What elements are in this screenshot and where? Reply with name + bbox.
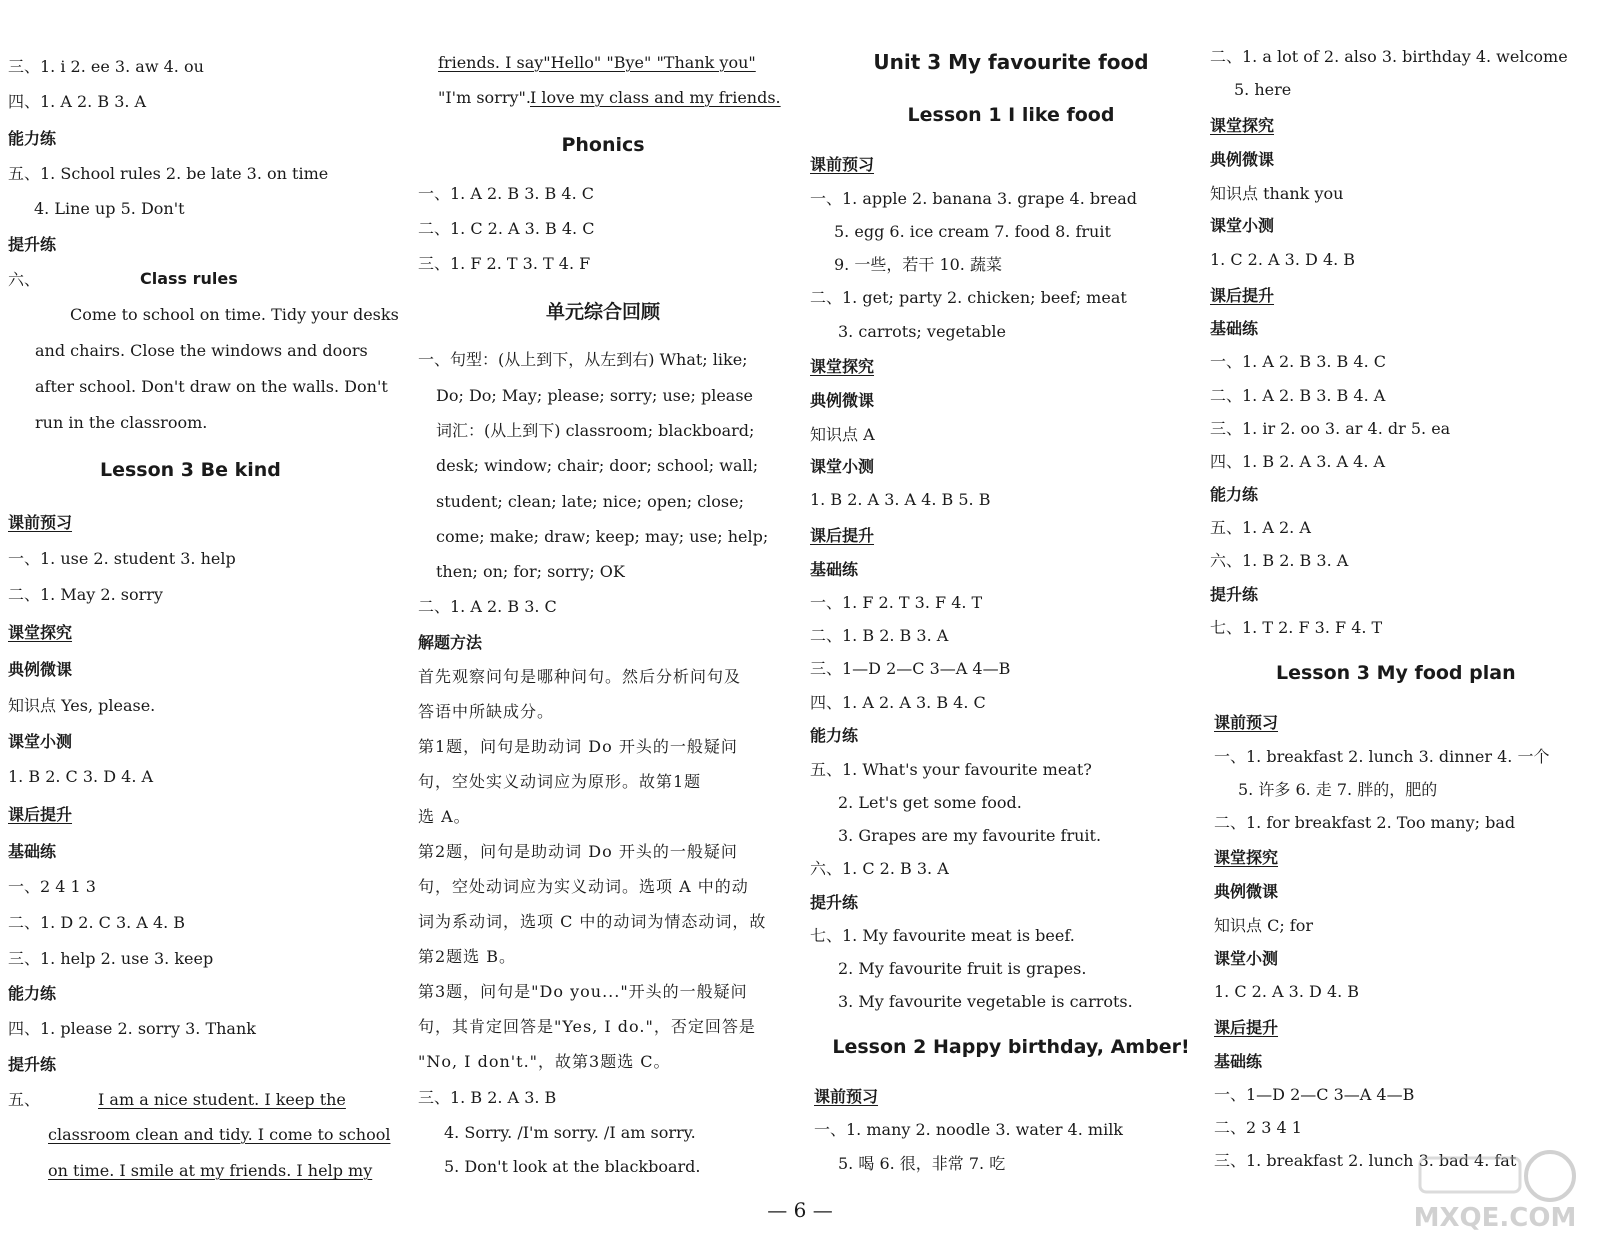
section-label: 课堂小测 [1210,216,1275,235]
section-label: 课堂小测 [8,732,73,751]
section-label: 基础练 [8,842,57,861]
answer-line: 1. C 2. A 3. D 4. B [1210,250,1356,269]
passage-line: "I'm sorry". [438,88,531,107]
answer-line: 二、1. A 2. B 3. B 4. A [1210,386,1386,405]
passage-title: Class rules [140,269,238,288]
explanation-line: 词为系动词，选项 C 中的动词为情态动词，故 [418,912,767,931]
answer-line: 一、1. apple 2. banana 3. grape 4. bread [810,189,1138,208]
answer-line: 4. Sorry. /I'm sorry. /I am sorry. [444,1123,696,1142]
answer-line: 一、1. use 2. student 3. help [8,549,236,568]
passage-line: Come to school on time. Tidy your desks [70,305,399,324]
answer-line: 2. My favourite fruit is grapes. [838,959,1087,978]
answer-line: 六、1. C 2. B 3. A [810,859,949,878]
explanation-line: 第2题选 B。 [418,947,517,966]
section-label: 典例微课 [8,660,73,679]
section-heading: 单元综合回顾 [545,301,660,323]
answer-line: 五、1. School rules 2. be late 3. on time [8,164,329,183]
answer-line: 一、1. breakfast 2. lunch 3. dinner 4. 一个 [1214,747,1550,766]
section-label: 课前预习 [810,155,875,174]
section-label: 课后提升 [1214,1018,1279,1037]
page-number: — 6 — [767,1198,833,1222]
answer-line: 二、1. C 2. A 3. B 4. C [418,219,595,238]
answer-line: 3. Grapes are my favourite fruit. [838,826,1102,845]
passage-line: and chairs. Close the windows and doors [35,341,368,360]
passage-line: I am a nice student. I keep the [98,1090,346,1109]
answer-line: 三、1. breakfast 2. lunch 3. bad 4. fat [1214,1151,1517,1170]
explanation-line: 第1题，问句是助动词 Do 开头的一般疑问 [418,737,738,756]
answer-line: 一、1. A 2. B 3. B 4. C [1210,352,1386,371]
answer-line: 二、2 3 4 1 [1214,1118,1302,1137]
answer-line: 二、1. D 2. C 3. A 4. B [8,913,186,932]
explanation-line: "No, I don't."，故第3题选 C。 [418,1052,671,1071]
section-label: 课堂小测 [810,457,875,476]
answer-line: 七、1. T 2. F 3. F 4. T [1210,618,1383,637]
section-label: 课堂探究 [810,357,875,376]
answer-line: 知识点 Yes, please. [8,696,156,715]
answer-line: come; make; draw; keep; may; use; help; [436,527,769,546]
answer-line: 三、1. i 2. ee 3. aw 4. ou [8,57,204,76]
section-label: 典例微课 [1210,150,1275,169]
section-label: 能力练 [8,129,57,148]
explanation-line: 句，空处实义动词应为原形。故第1题 [418,772,702,791]
section-label: 提升练 [8,235,57,254]
section-label: 基础练 [1214,1052,1263,1071]
section-label: 课堂探究 [1214,848,1279,867]
answer-line: 一、1. F 2. T 3. F 4. T [810,593,983,612]
answer-line: 六、1. B 2. B 3. A [1210,551,1349,570]
section-label: 基础练 [1210,319,1259,338]
section-label: 典例微课 [810,391,875,410]
lesson-heading: Lesson 2 Happy birthday, Amber! [832,1036,1190,1058]
section-label: 课后提升 [8,805,73,824]
answer-line: 3. My favourite vegetable is carrots. [838,992,1133,1011]
section-label: 典例微课 [1214,882,1279,901]
section-label: 课前预习 [814,1087,879,1106]
answer-line: 二、1. A 2. B 3. C [418,597,557,616]
answer-line: 四、1. B 2. A 3. A 4. A [1210,452,1386,471]
section-label: 课堂探究 [1210,116,1275,135]
section-label: 提升练 [1210,585,1259,604]
answer-line: 四、1. A 2. B 3. A [8,92,147,111]
answer-line: 二、1. a lot of 2. also 3. birthday 4. welcome [1210,47,1568,66]
answer-line: 一、1—D 2—C 3—A 4—B [1214,1085,1415,1104]
explanation-line: 答语中所缺成分。 [418,702,555,721]
explanation-line: 句，空处动词应为实义动词。选项 A 中的动 [418,877,749,896]
answer-line: 知识点 C; for [1214,916,1314,935]
answer-line: 知识点 thank you [1210,184,1344,203]
section-label: 课后提升 [810,526,875,545]
section-label: 课后提升 [1210,286,1275,305]
section-label: 基础练 [810,560,859,579]
answer-line: 二、1. get; party 2. chicken; beef; meat [810,288,1127,307]
explanation-line: 第3题，问句是"Do you..."开头的一般疑问 [418,982,748,1001]
answer-line: 三、1—D 2—C 3—A 4—B [810,659,1011,678]
watermark-logo-icon [1400,1140,1590,1236]
section-label: 课前预习 [8,513,73,532]
answer-line: 六、 [8,270,41,289]
answer-line: 1. B 2. C 3. D 4. A [8,767,154,786]
lesson-heading: Lesson 3 Be kind [100,459,281,481]
answer-line: 1. B 2. A 3. A 4. B 5. B [810,490,991,509]
answer-line: 5. here [1234,80,1292,99]
answer-line: 5. 许多 6. 走 7. 胖的，肥的 [1238,780,1438,799]
answer-line: 5. Don't look at the blackboard. [444,1157,701,1176]
answer-line: desk; window; chair; door; school; wall; [436,456,759,475]
lesson-heading: Lesson 1 I like food [907,104,1115,126]
answer-line: 二、1. May 2. sorry [8,585,163,604]
explanation-line: 第2题，问句是助动词 Do 开头的一般疑问 [418,842,738,861]
answer-line: 9. 一些，若干 10. 蔬菜 [834,255,1002,274]
answer-line: 七、1. My favourite meat is beef. [810,926,1075,945]
section-label: 课前预习 [1214,713,1279,732]
answer-line: 1. C 2. A 3. D 4. B [1214,982,1360,1001]
passage-line: on time. I smile at my friends. I help my [48,1161,373,1180]
passage-line: run in the classroom. [35,413,208,432]
section-label: 提升练 [810,893,859,912]
answer-line: 一、句型：(从上到下，从左到右) What; like; [418,350,748,369]
answer-line: 词汇：(从上到下) classroom; blackboard; [436,421,755,440]
section-label: 课堂小测 [1214,949,1279,968]
section-label: 解题方法 [418,633,483,652]
answer-line: 2. Let's get some food. [838,793,1022,812]
section-label: 能力练 [1210,485,1259,504]
answer-line: student; clean; late; nice; open; close; [436,492,744,511]
answer-line: 五、1. A 2. A [1210,518,1311,537]
answer-line: 二、1. for breakfast 2. Too many; bad [1214,813,1516,832]
answer-line: 五、1. What's your favourite meat? [810,760,1092,779]
answer-line: 一、1. A 2. B 3. B 4. C [418,184,594,203]
passage-line: friends. I say"Hello" "Bye" "Thank you" [438,53,756,72]
section-label: 能力练 [810,726,859,745]
answer-line: 四、1. please 2. sorry 3. Thank [8,1019,256,1038]
unit-heading: Unit 3 My favourite food [873,50,1149,74]
answer-line: 三、1. B 2. A 3. B [418,1088,557,1107]
answer-line: 4. Line up 5. Don't [34,199,185,218]
passage-line: I love my class and my friends. [530,88,781,107]
passage-line: after school. Don't draw on the walls. Don't [35,377,388,396]
answer-line: 五、 [8,1090,41,1109]
watermark-text: MXQE.COM [1413,1203,1577,1233]
lesson-heading: Lesson 3 My food plan [1276,662,1516,684]
passage-line: classroom clean and tidy. I come to school [48,1125,391,1144]
explanation-line: 句，其肯定回答是"Yes, I do."，否定回答是 [418,1017,756,1036]
answer-line: 5. egg 6. ice cream 7. food 8. fruit [834,222,1111,241]
section-label: 提升练 [8,1055,57,1074]
answer-line: 三、1. F 2. T 3. T 4. F [418,254,591,273]
answer-line: 3. carrots; vegetable [838,322,1006,341]
answer-line: 5. 喝 6. 很，非常 7. 吃 [838,1154,1006,1173]
answer-line: 一、2 4 1 3 [8,877,96,896]
section-label: 能力练 [8,984,57,1003]
answer-line: 一、1. many 2. noodle 3. water 4. milk [814,1120,1124,1139]
answer-line: 三、1. help 2. use 3. keep [8,949,214,968]
answer-line: Do; Do; May; please; sorry; use; please [436,386,753,405]
section-heading: Phonics [561,134,645,156]
answer-line: then; on; for; sorry; OK [436,562,625,581]
explanation-line: 选 A。 [418,807,471,826]
answer-line: 三、1. ir 2. oo 3. ar 4. dr 5. ea [1210,419,1451,438]
answer-line: 二、1. B 2. B 3. A [810,626,949,645]
answer-line: 知识点 A [810,425,875,444]
answer-line: 四、1. A 2. A 3. B 4. C [810,693,986,712]
explanation-line: 首先观察问句是哪种问句。然后分析问句及 [418,667,742,686]
section-label: 课堂探究 [8,623,73,642]
